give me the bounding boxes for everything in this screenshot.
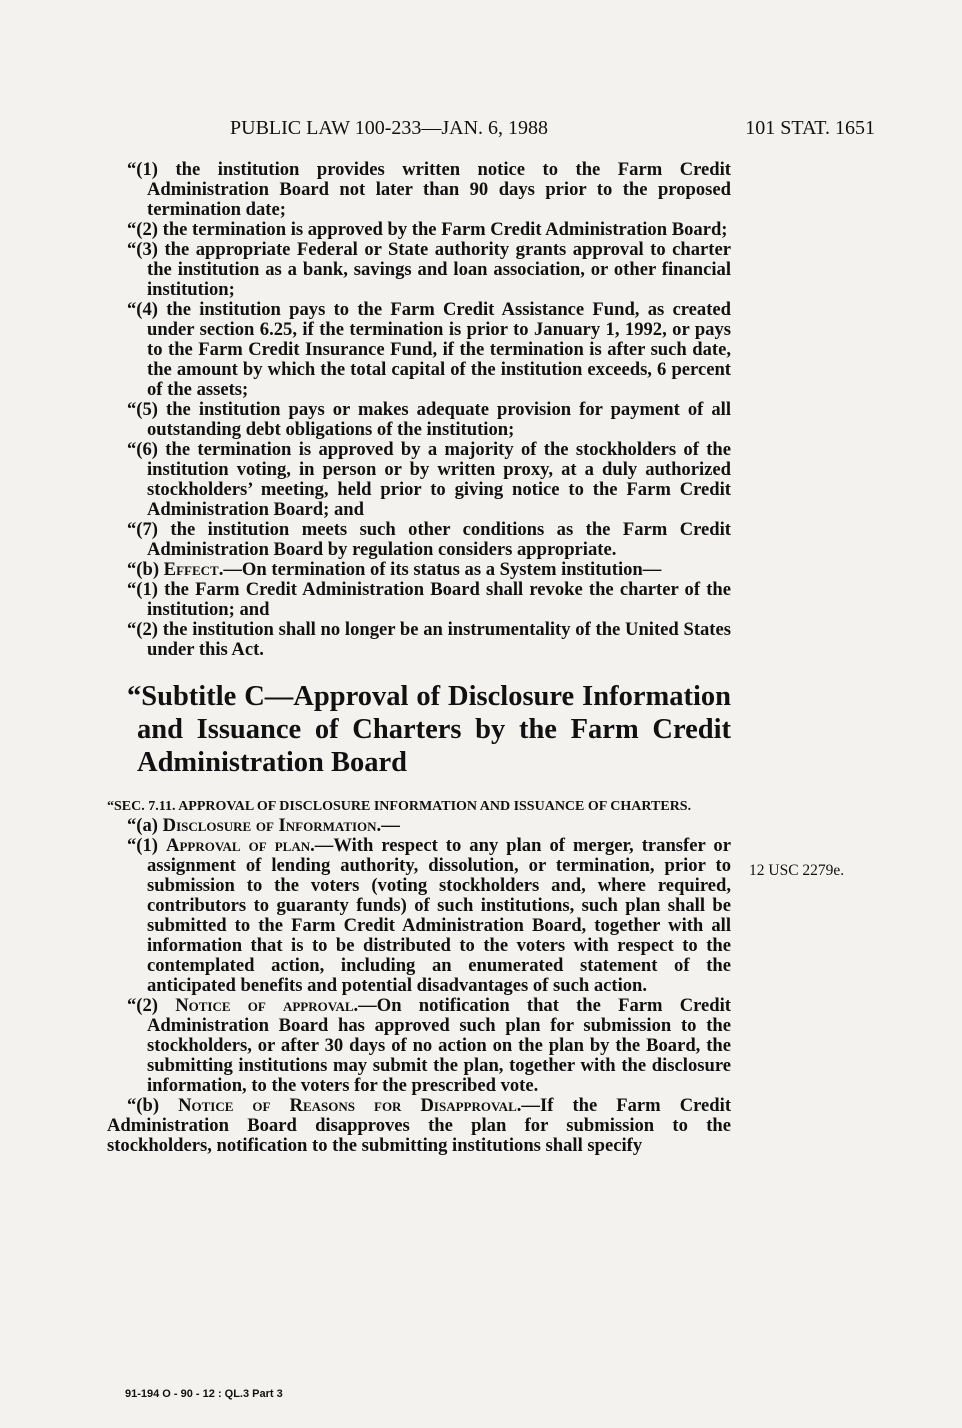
plan-paragraph bbox=[107, 836, 731, 996]
plan-heading: Approval of plan bbox=[166, 835, 311, 856]
plan-text: .—With respect to any plan of merger, transfer or assignment of lending authority, dissolution, or termination, prior to submission to the voters (voting stockholders and, where required, contributors to guaranty funds) of such institutions, such plan shall be submitted to the Farm Credit Administration Board, together with all information that is to be distributed to the voters with respect to the contemplated action, including an enumerated statement of the anticipated benefits and potential disadvantages of such action. bbox=[147, 835, 731, 996]
effect-text: .—On termination of its status as a System institution— bbox=[218, 559, 662, 580]
paragraph: “(7) the institution meets such other conditions as the Farm Credit Administration Board by regulation considers appropriate. bbox=[127, 519, 731, 560]
paragraph: “(2) the termination is approved by the Farm Credit Administration Board; bbox=[127, 219, 728, 240]
notice-prefix: “(2) bbox=[127, 995, 176, 1016]
effect-heading: Effect bbox=[163, 559, 219, 580]
paragraph: “(1) the Farm Credit Administration Board shall revoke the charter of the institution; and bbox=[127, 579, 731, 620]
disclosure-prefix: “(a) bbox=[127, 815, 163, 836]
notice-paragraph bbox=[107, 996, 731, 1096]
disclosure-suffix: .— bbox=[376, 815, 400, 836]
header-title: PUBLIC LAW 100-233—JAN. 6, 1988 bbox=[230, 117, 549, 139]
page-header bbox=[100, 117, 875, 141]
statute-page-number: 101 STAT. 1651 bbox=[745, 117, 875, 139]
paragraph: “(1) the institution provides written notice to the Farm Credit Administration Board not later than 90 days prior to the proposed termination date; bbox=[127, 159, 731, 220]
reasons-prefix: “(b) bbox=[127, 1095, 179, 1116]
disclosure-heading bbox=[107, 816, 731, 836]
paragraph: “(6) the termination is approved by a majority of the stockholders of the institution voting, in person or by written proxy, at a duly authorized stockholders’ meeting, held prior to giving notice to the Farm Credit Administration Board; and bbox=[127, 439, 731, 520]
margin-citation: 12 USC 2279e. bbox=[749, 862, 845, 879]
paragraph: “(4) the institution pays to the Farm Credit Assistance Fund, as created under section 6.25, if the termination is prior to January 1, 1992, or pays to the Farm Credit Insurance Fund, if the termination is after such date, the amount by which the total capital of the institution exceeds, 6 percent of the assets; bbox=[127, 299, 731, 400]
paragraph: “(3) the appropriate Federal or State authority grants approval to charter the institution as a bank, savings and loan association, or other financial institution; bbox=[127, 239, 731, 300]
reasons-heading: Notice of Reasons for Disapproval bbox=[178, 1095, 517, 1116]
section-heading: “SEC. 7.11. APPROVAL OF DISCLOSURE INFORMATION AND ISSUANCE OF CHARTERS. bbox=[107, 799, 692, 814]
effect-paragraph bbox=[107, 560, 731, 580]
disclosure-title: Disclosure of Information bbox=[162, 815, 377, 836]
reasons-text: .—If the Farm Credit Administration Board disapproves the plan for submission to the stockholders, notification to the submitting institutions shall specify bbox=[107, 1095, 732, 1156]
page-footer: 91-194 O - 90 - 12 : QL.3 Part 3 bbox=[125, 1388, 283, 1400]
effect-prefix: “(b) bbox=[127, 559, 164, 580]
notice-text: .—On notification that the Farm Credit Administration Board has approved such plan for submission to the stockholders, or after 30 days of no action on the plan by the Board, the submitting institutions may submit the plan, together with the disclosure information, to the voters for the prescribed vote. bbox=[147, 995, 731, 1096]
document-body bbox=[107, 160, 731, 1156]
paragraph: “(5) the institution pays or makes adequate provision for payment of all outstanding debt obligations of the institution; bbox=[127, 399, 731, 440]
subtitle-heading: “Subtitle C—Approval of Disclosure Information and Issuance of Charters by the Farm Credit Administration Board bbox=[127, 681, 731, 778]
reasons-paragraph bbox=[107, 1096, 731, 1156]
notice-heading: Notice of approval bbox=[175, 995, 354, 1016]
paragraph: “(2) the institution shall no longer be an instrumentality of the United States under this Act. bbox=[127, 619, 731, 660]
plan-prefix: “(1) bbox=[127, 835, 167, 856]
